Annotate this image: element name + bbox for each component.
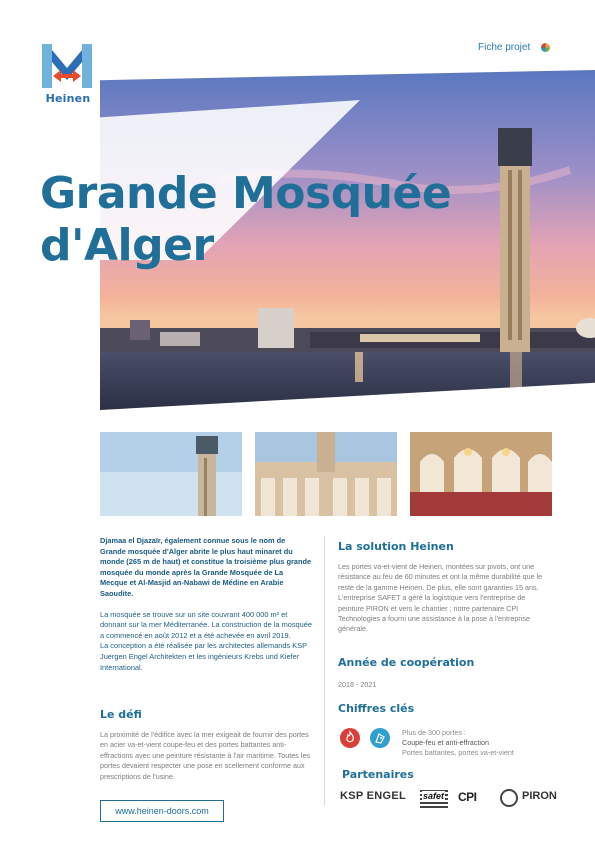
piron-circle-icon [500,789,518,807]
defi-text: La proximité de l'édifice avec la mer exigeait de fournir des portes en acier va-et-vient coupe-feu et des portes battantes anti-effractions avec une peinture résistante à l'air maritime. Toutes les portes devaient respecter une pose en scellement conforme aux prescriptions de l'usine. [100,730,311,781]
fiche-projet-label: Fiche projet [478,42,531,53]
partner-piron: PIRON [522,790,557,802]
website-link[interactable]: www.heinen-doors.com [100,800,224,822]
cooperation-heading: Année de coopération [338,656,475,669]
cooperation-years: 2018 - 2021 [338,680,377,689]
security-door-icon [370,728,390,748]
partner-safet-logo: safet [420,788,448,808]
thumb-courtyard-photo [255,432,397,516]
logo-wordmark: Heinen [45,92,91,105]
chiffres-text: Plus de 300 portes : Coupe-feu et anti-effraction Portes battantes, portes va-et-vient [402,728,514,757]
partenaires-heading: Partenaires [342,768,414,781]
color-wheel-icon [541,43,550,52]
solution-heading: La solution Heinen [338,540,454,553]
thumb-prayer-hall-photo [410,432,552,516]
fire-icon [340,728,360,748]
page-title: Grande Mosquée d'Alger [40,168,452,271]
chiffres-heading: Chiffres clés [338,702,415,715]
defi-heading: Le défi [100,708,142,721]
thumb-minaret-photo [100,432,242,516]
intro-text: Djamaa el Djazaïr, également connue sous le nom de Grande mosquée d'Alger abrite le plus haut minaret du monde (265 m de haut) et constitue la troisième plus grande mosquée du monde après la Grande Mosquée de La Mecque et Al-Masjid an-Nabawi de Médine en Arabie Saoudite. La mosquée se trouve sur un site couvrant 400 000 m² et donnant sur la mer Méditerranée. La construction de la mosquée a commencé en août 2012 et a été achevée en avril 2019. La conception a été réalisée par les architectes allemands KSP Juergen Engel Architekten et les ingénieurs Krebs und Kiefer International. [100,536,312,672]
solution-text: Les portes va-et-vient de Heinen, montées sur pivots, ont une résistance au feu de 60 minutes et ont la même durabilité que le reste de la gamme Heinen. De plus, elle sont garanties 15 ans. L'entreprise SAFET a géré la logistique vers l'entreprise de peinture PIRON et vers le chantier ; notre partenaire CPI Technologies a fourni une assistance à la pose à l'entreprise générale. [338,562,543,634]
column-divider [324,536,325,806]
partner-ksp-engel: KSP ENGEL [340,790,407,802]
partner-cpi-logo: CPI [458,790,477,804]
